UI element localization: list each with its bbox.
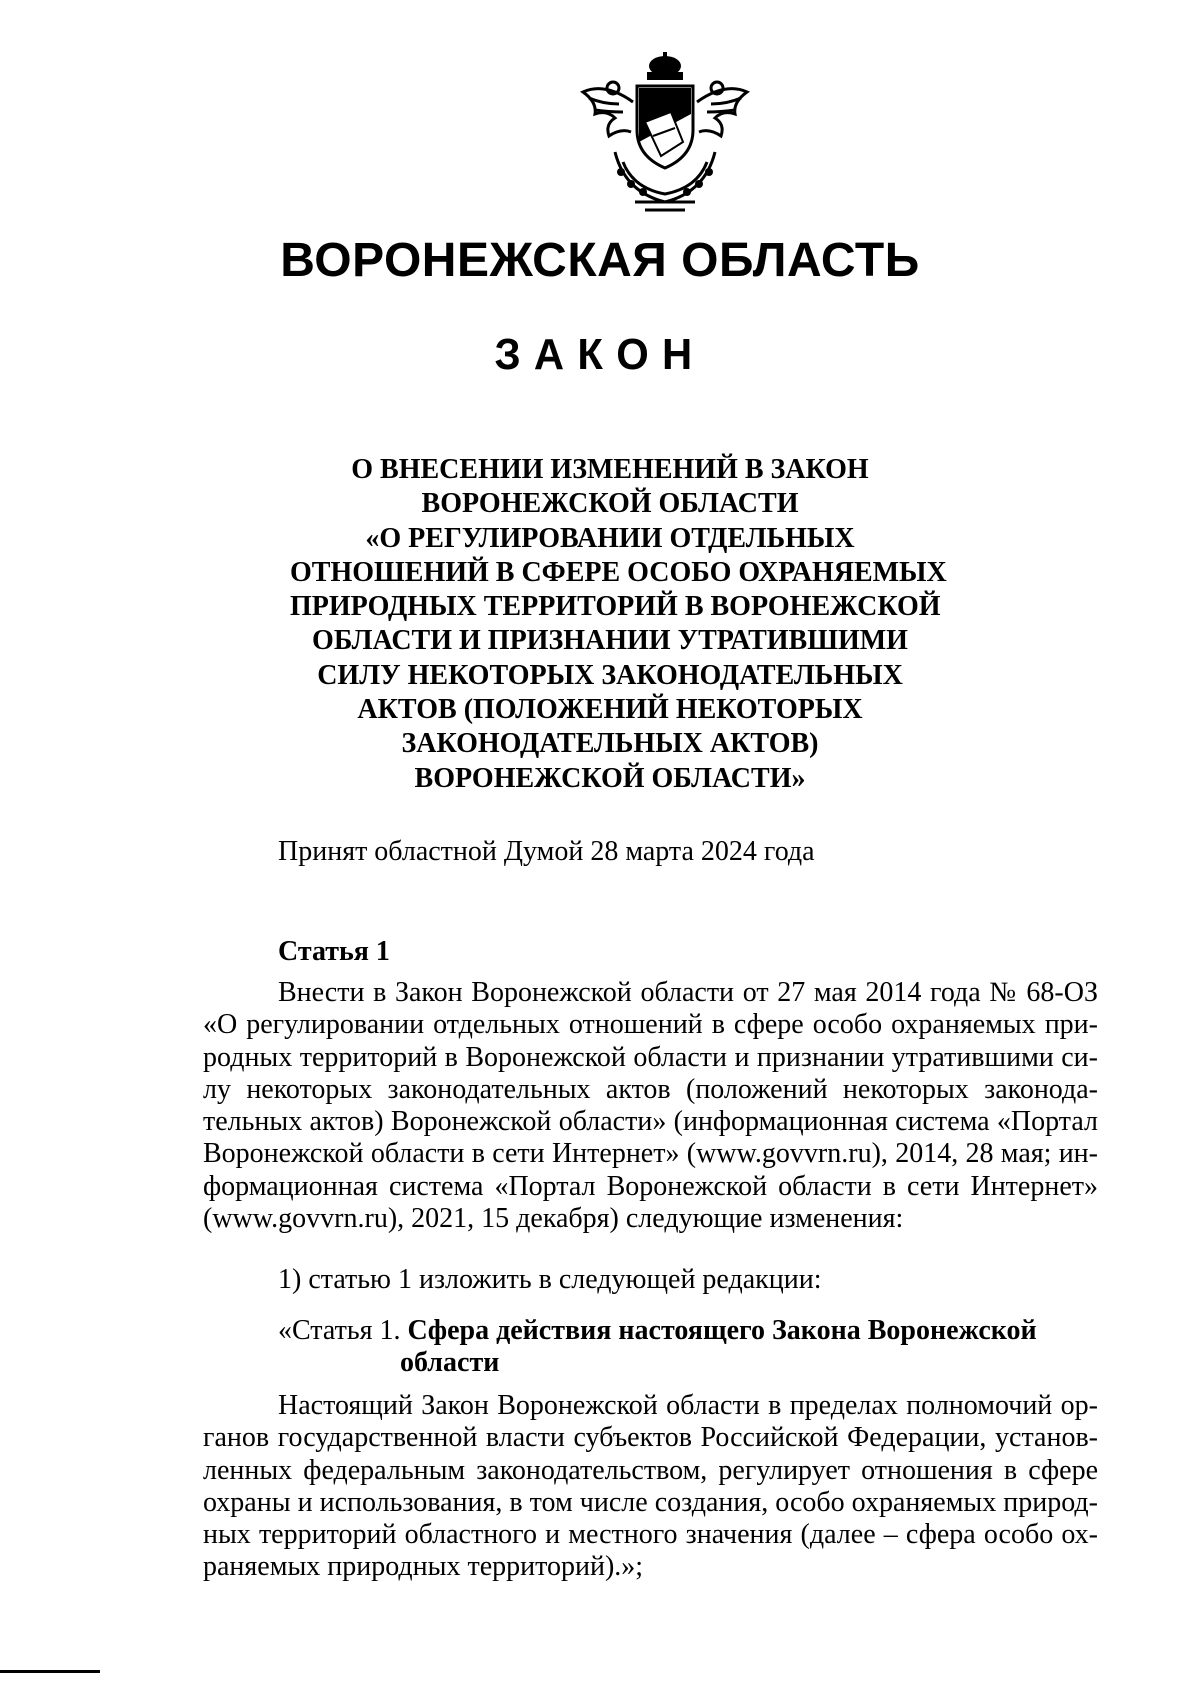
law-title-line: ОТНОШЕНИЙ В СФЕРЕ ОСОБО ОХРАНЯЕМЫХ <box>290 556 947 588</box>
law-title-line: О ВНЕСЕНИИ ИЗМЕНЕНИЙ В ЗАКОН <box>351 454 869 485</box>
paragraph-line: тельных актов) Воронежской области» (информационная система «Портал <box>203 1106 1098 1138</box>
new-article-text <box>203 1390 1098 1584</box>
law-title <box>290 453 947 796</box>
article-heading: Статья 1 <box>278 936 390 967</box>
new-article-title-cont: области <box>400 1347 500 1378</box>
article-paragraph <box>203 977 1098 1235</box>
paragraph-line: ных территорий областного и местного значения (далее – сфера особо ох- <box>203 1519 1098 1551</box>
adoption-note: Принят областной Думой 28 марта 2024 года <box>278 836 815 867</box>
law-title-line: СИЛУ НЕКОТОРЫХ ЗАКОНОДАТЕЛЬНЫХ <box>317 659 903 691</box>
coat-of-arms-emblem <box>575 52 755 217</box>
paragraph-line: ганов государственной власти субъектов Российской Федерации, установ- <box>203 1422 1098 1454</box>
paragraph-line: родных территорий в Воронежской области и признании утратившими си- <box>203 1041 1098 1073</box>
law-title-line: ЗАКОНОДАТЕЛЬНЫХ АКТОВ) <box>401 728 819 760</box>
paragraph-line: (www.govvrn.ru), 2021, 15 декабря) следующие изменения: <box>203 1203 904 1235</box>
paragraph-line: лу некоторых законодательных актов (положений некоторых законода- <box>203 1073 1098 1105</box>
document-type: ЗАКОН <box>494 330 706 379</box>
paragraph-line: Внести в Закон Воронежской области от 27 мая 2014 года № 68-ОЗ <box>278 977 1098 1008</box>
paragraph-line: Воронежской области в сети Интернет» (www.govvrn.ru), 2014, 28 мая; ин- <box>203 1138 1098 1170</box>
paragraph-line: охраны и использования, в том числе создания, особо охраняемых природ- <box>203 1486 1098 1518</box>
law-title-line: АКТОВ (ПОЛОЖЕНИЙ НЕКОТОРЫХ <box>357 694 863 726</box>
law-title-line: ВОРОНЕЖСКОЙ ОБЛАСТИ» <box>414 762 806 794</box>
law-title-line: ПРИРОДНЫХ ТЕРРИТОРИЙ В ВОРОНЕЖСКОЙ <box>290 591 941 623</box>
law-title-line: ВОРОНЕЖСКОЙ ОБЛАСТИ <box>421 488 799 520</box>
new-article-prefix: «Статья 1. <box>278 1315 401 1346</box>
paragraph-line: Настоящий Закон Воронежской области в пределах полномочий ор- <box>278 1390 1098 1421</box>
paragraph-line: раняемых природных территорий).»; <box>203 1551 644 1583</box>
region-title: ВОРОНЕЖСКАЯ ОБЛАСТЬ <box>280 234 920 287</box>
law-title-line: ОБЛАСТИ И ПРИЗНАНИИ УТРАТИВШИМИ <box>312 625 908 657</box>
paragraph-line: ленных федеральным законодательством, регулирует отношения в сфере <box>203 1454 1098 1486</box>
new-article-title: Сфера действия настоящего Закона Воронежской <box>407 1315 1037 1346</box>
paragraph-line: «О регулировании отдельных отношений в сфере особо охраняемых при- <box>203 1009 1098 1041</box>
new-article-heading <box>278 1315 1037 1379</box>
footer-rule <box>0 1670 100 1673</box>
law-title-line: «О РЕГУЛИРОВАНИИ ОТДЕЛЬНЫХ <box>365 522 855 554</box>
amendment-item: 1) статью 1 изложить в следующей редакции: <box>278 1264 822 1295</box>
paragraph-line: формационная система «Портал Воронежской области в сети Интернет» <box>203 1170 1098 1202</box>
